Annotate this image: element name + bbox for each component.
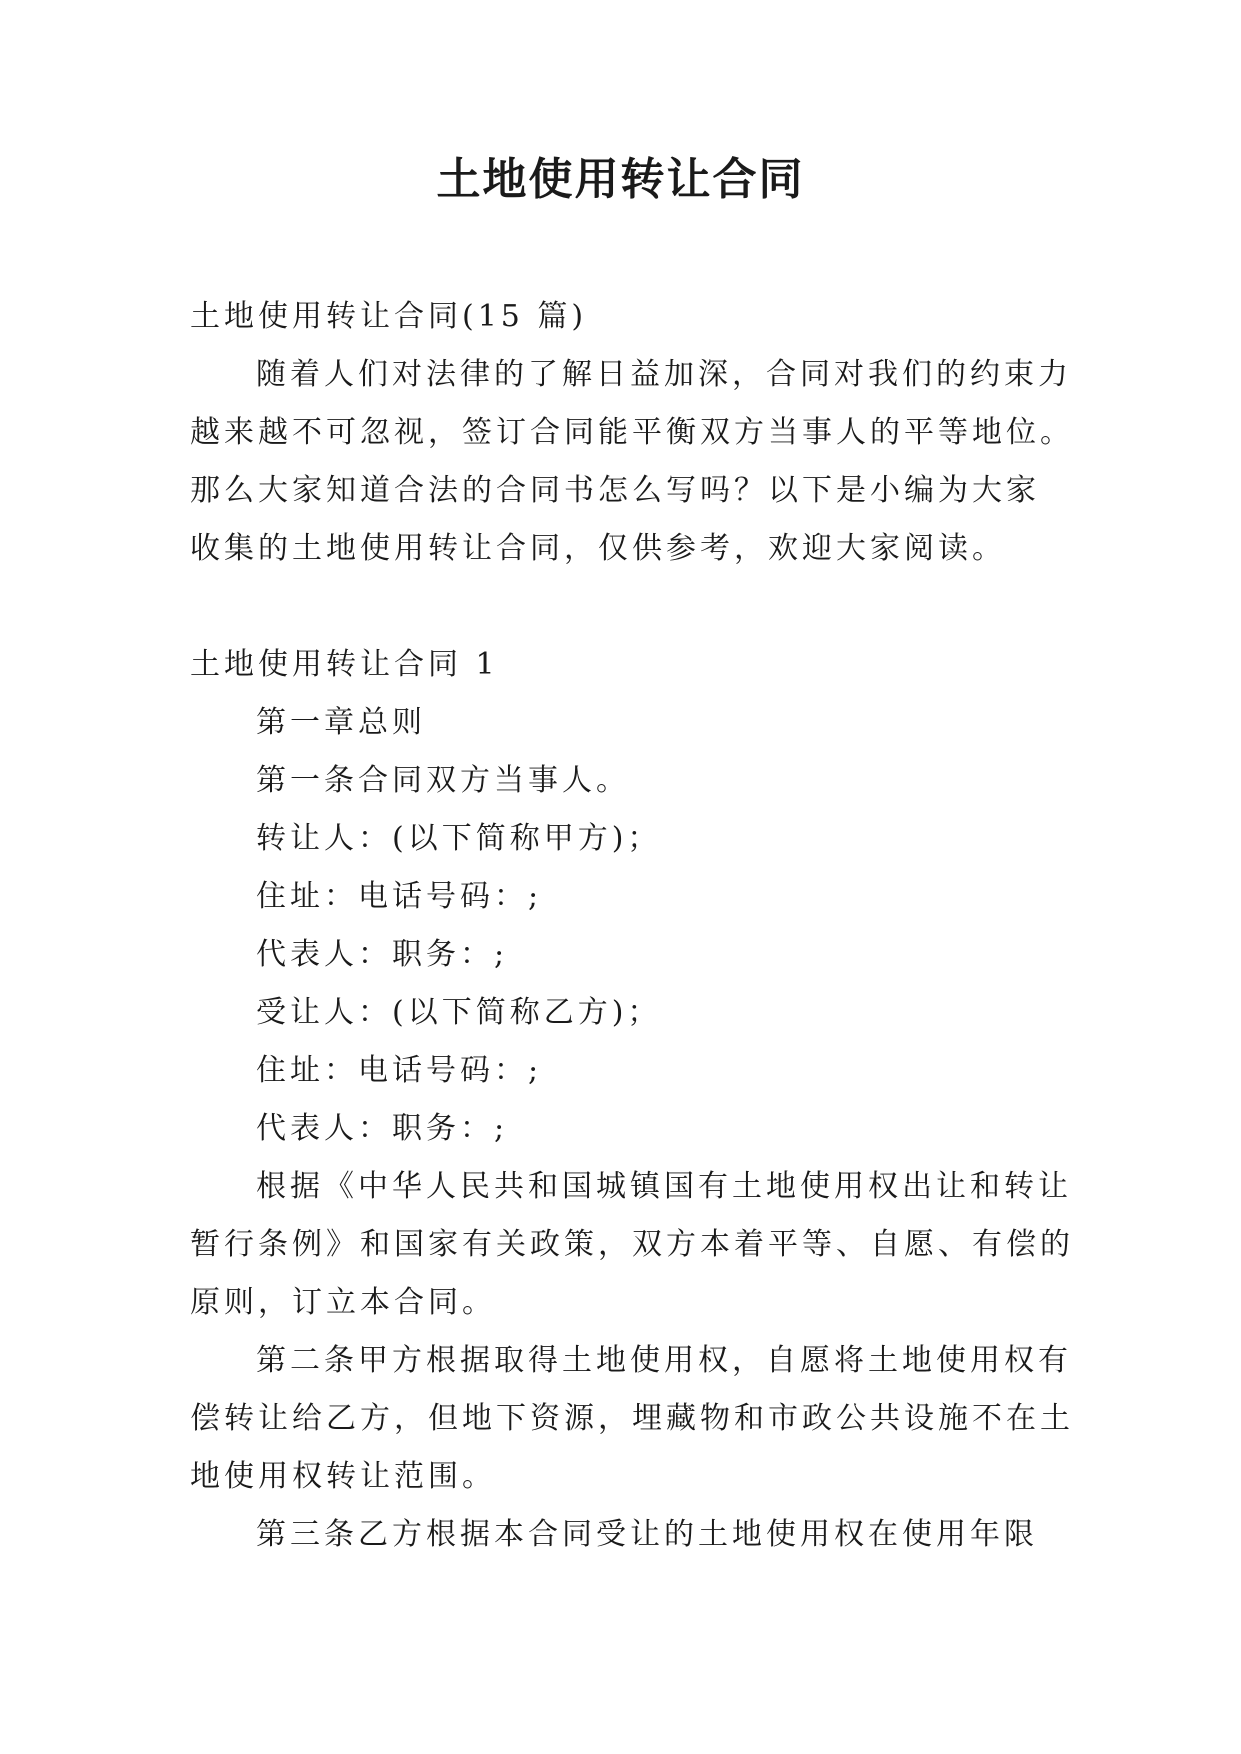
- party-line: 受让人：(以下简称乙方)；: [256, 995, 662, 1030]
- article-line: 第二条甲方根据取得土地使用权，自愿将土地使用权有: [256, 1343, 1072, 1378]
- article-line: 地使用权转让范围。: [190, 1459, 496, 1494]
- party-line: 转让人：(以下简称甲方)；: [256, 821, 662, 856]
- paragraph-gap: [190, 578, 1070, 636]
- intro-line: 那么大家知道合法的合同书怎么写吗？以下是小编为大家: [190, 473, 1040, 508]
- document-title: 土地使用转让合同: [436, 154, 805, 205]
- article-line: 第一条合同双方当事人。: [256, 763, 630, 798]
- contract-heading: 土地使用转让合同 1: [190, 647, 499, 682]
- chapter-heading: 第一章总则: [256, 705, 426, 740]
- party-line: 代表人：职务：;: [256, 1111, 509, 1146]
- collection-heading: 土地使用转让合同(15 篇): [190, 299, 588, 334]
- intro-line: 越来越不可忽视，签订合同能平衡双方当事人的平等地位。: [190, 415, 1074, 450]
- article-line: 第三条乙方根据本合同受让的土地使用权在使用年限: [256, 1517, 1038, 1552]
- document-body: [190, 288, 1074, 1564]
- article-line: 原则，订立本合同。: [190, 1285, 496, 1320]
- article-line: 根据《中华人民共和国城镇国有土地使用权出让和转让: [256, 1169, 1072, 1204]
- party-line: 代表人：职务：;: [256, 937, 509, 972]
- article-line: 偿转让给乙方，但地下资源，埋藏物和市政公共设施不在土: [190, 1401, 1074, 1436]
- intro-line: 收集的土地使用转让合同，仅供参考，欢迎大家阅读。: [190, 531, 1006, 566]
- article-line: 暂行条例》和国家有关政策，双方本着平等、自愿、有偿的: [190, 1227, 1074, 1262]
- party-line: 住址：电话号码：;: [256, 1053, 543, 1088]
- party-line: 住址：电话号码：;: [256, 879, 543, 914]
- intro-line: 随着人们对法律的了解日益加深，合同对我们的约束力: [256, 357, 1072, 392]
